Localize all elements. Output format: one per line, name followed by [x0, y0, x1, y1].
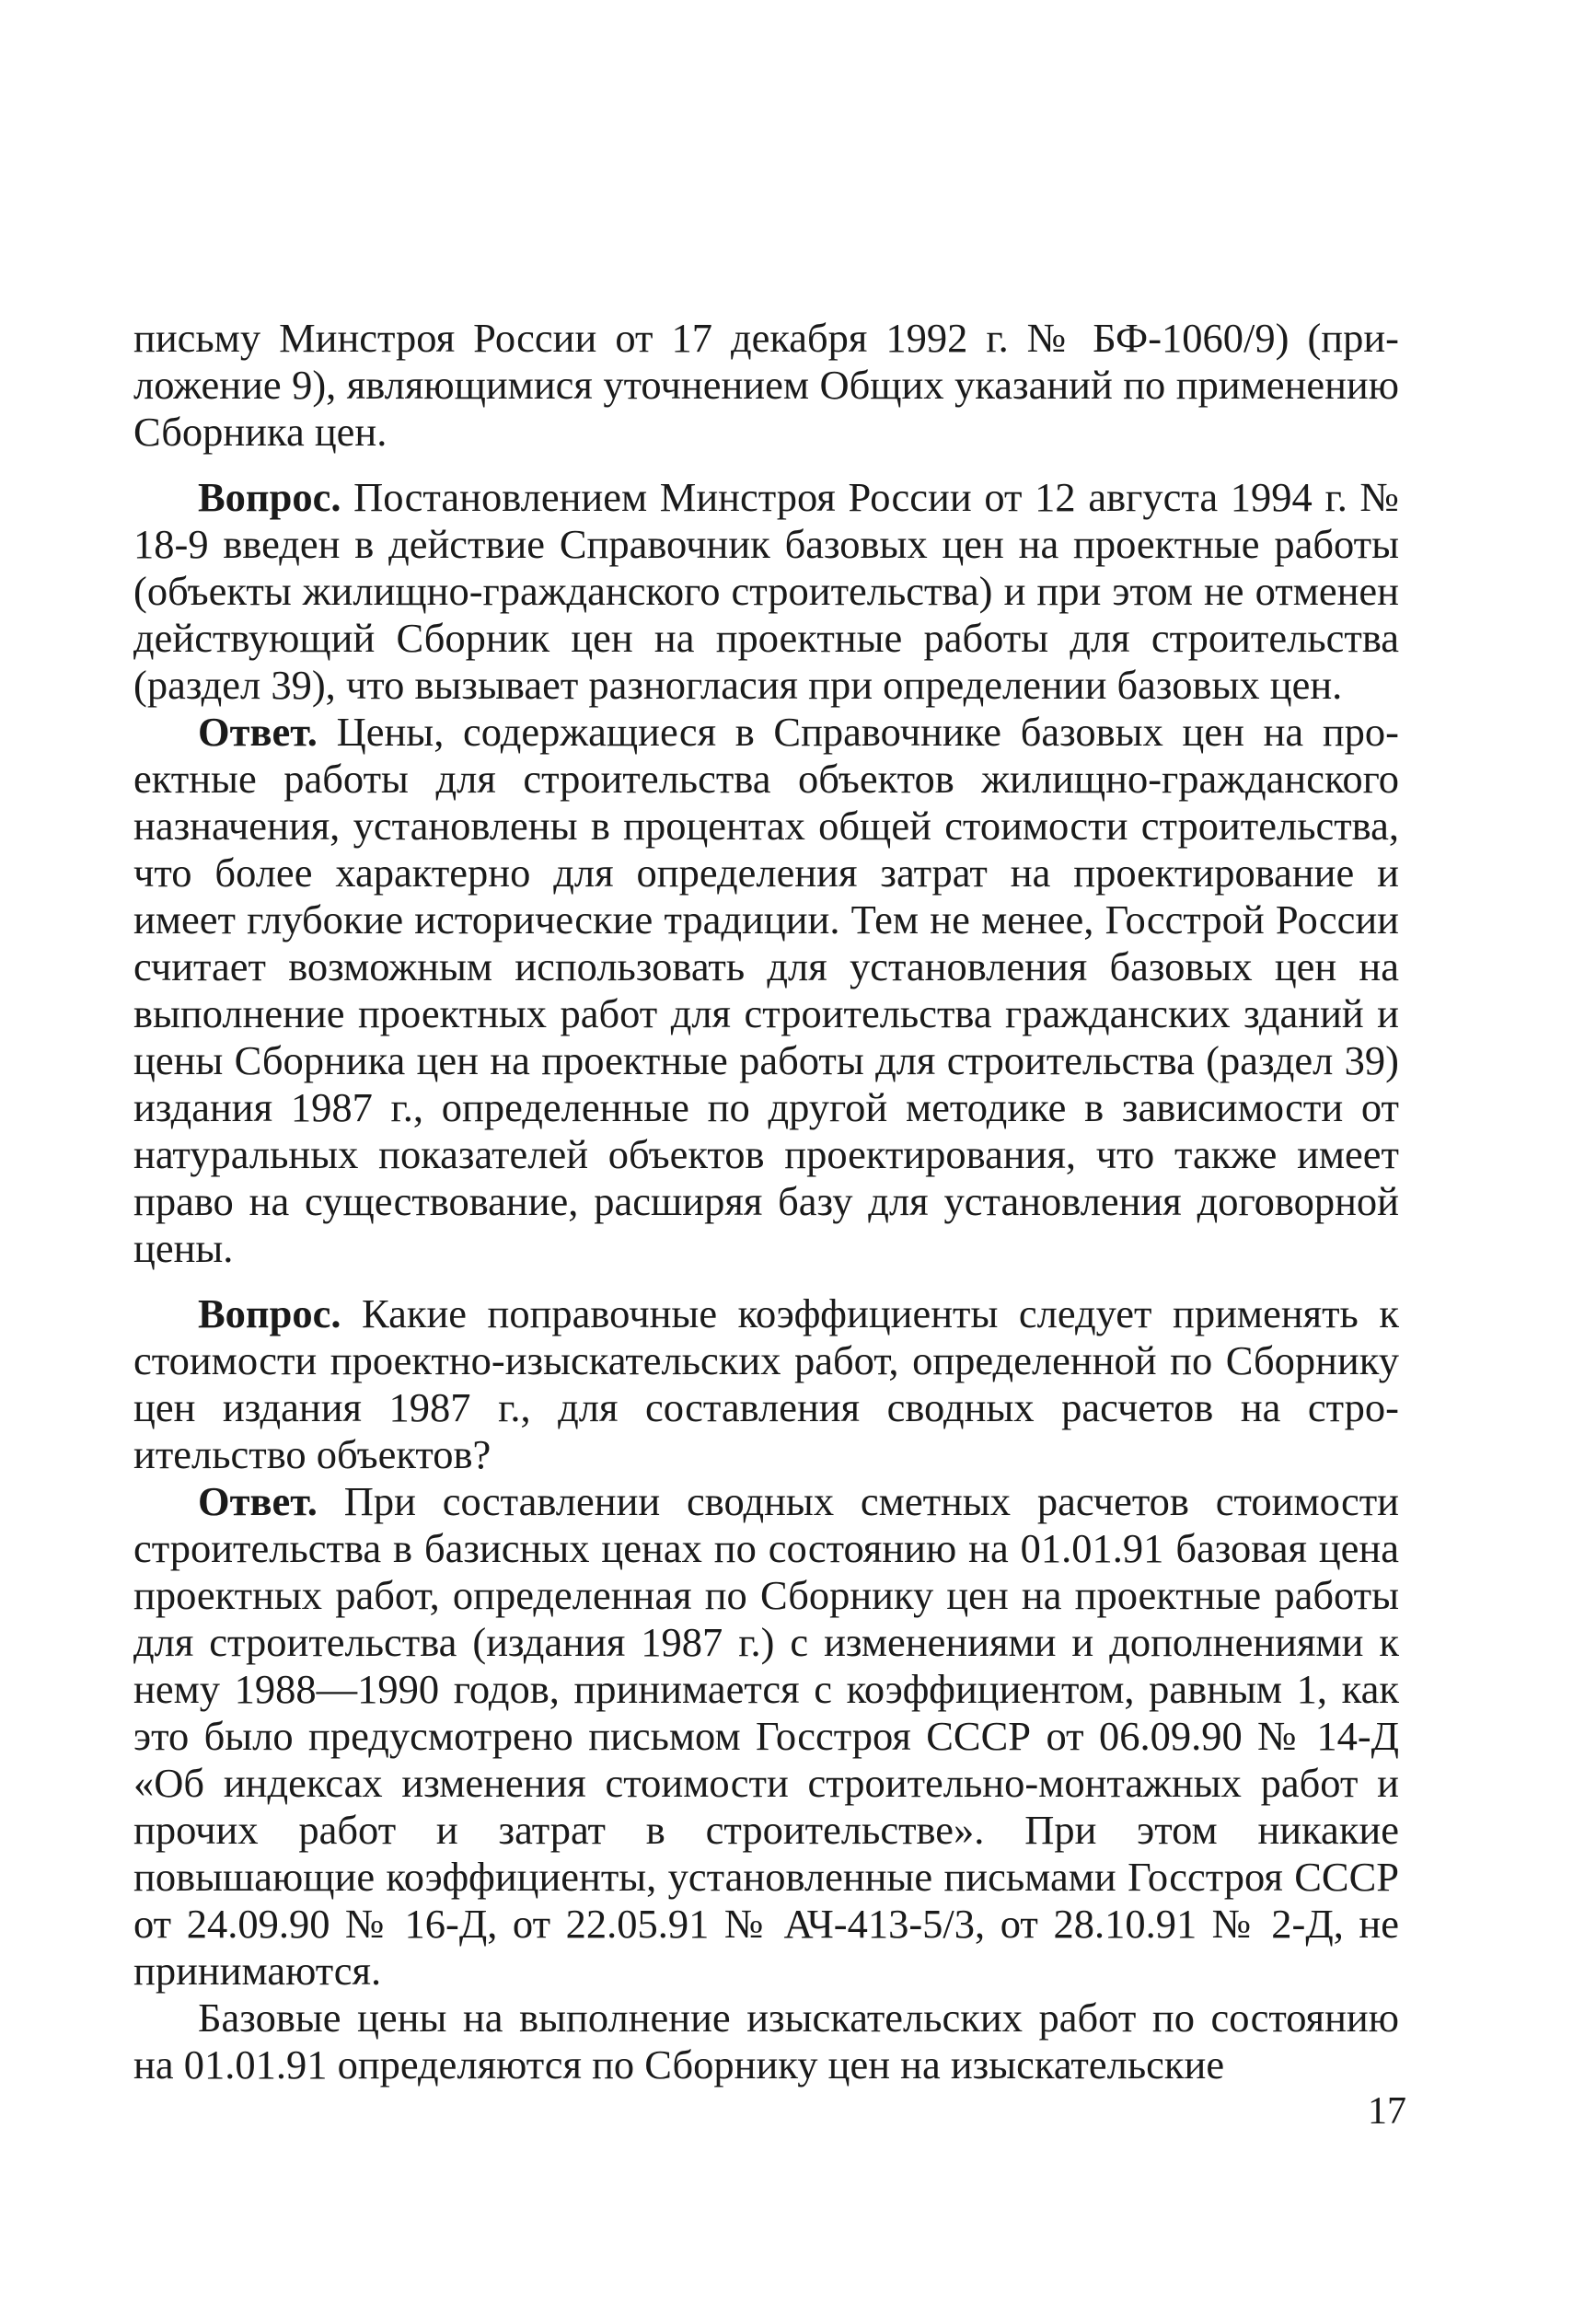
answer-label: Ответ.	[198, 1478, 318, 1524]
paragraph-text: Какие поправочные коэффициенты следует применять к стоимости проектно-изыскательских работ, определенной по Сборнику цен издания 1987 г., для составления сводных расчетов на строительство объектов?	[133, 1290, 1399, 1477]
paragraph-continuation	[133, 315, 1399, 456]
page-number: 17	[1368, 2090, 1406, 2133]
paragraph-question	[133, 474, 1399, 709]
paragraph-answer	[133, 709, 1399, 1272]
answer-label: Ответ.	[198, 709, 318, 755]
question-label: Вопрос.	[198, 1290, 341, 1336]
paragraph-answer	[133, 1478, 1399, 1995]
body-text	[133, 315, 1399, 2088]
paragraph-text: Постановлением Минстроя России от 12 августа 1994 г. № 18-9 введен в действие Справочник базовых цен на проектные работы (объекты жилищно-гражданского строительства) и при этом не отменен действующий Сборник цен на проектные работы для строительства (раздел 39), что вызывает разногласия при определении базовых цен.	[133, 474, 1399, 708]
paragraph-text: Цены, содержащиеся в Справочнике базовых цен на проектные работы для строительства объектов жилищно-гражданского назначения, установлены в процентах общей стоимости строительства, что более характерно для определения затрат на проектирование и имеет глубокие исторические традиции. Тем не менее, Госстрой России считает возможным использовать для установления базовых цен на выполнение проектных работ для строительства гражданских зданий и цены Сборника цен на проектные работы для строительства (раздел 39) издания 1987 г., определенные по другой методике в зависимости от натуральных показателей объектов проектирования, что также имеет право на существование, расширяя базу для установления договорной цены.	[133, 709, 1399, 1271]
paragraph-question	[133, 1290, 1399, 1478]
paragraph-text-block	[133, 1995, 1399, 2088]
paragraph-text: При составлении сводных сметных расчетов стоимости строительства в базисных ценах по состоянию на 01.01.91 базовая цена проектных работ, определенная по Сборнику цен на проектные работы для строительства (издания 1987 г.) с изменениями и дополнениями к нему 1988—1990 годов, принимается с коэффициентом, равным 1, как это было предусмотрено письмом Госстроя СССР от 06.09.90 № 14-Д «Об индексах изменения стоимости строительно-монтажных работ и прочих работ и затрат в строительстве». При этом никакие повышающие коэффициенты, установленные письмами Госстроя СССР от 24.09.90 № 16-Д, от 22.05.91 № АЧ-413-5/3, от 28.10.91 № 2-Д, не принимаются.	[133, 1478, 1399, 1994]
question-label: Вопрос.	[198, 474, 341, 520]
paragraph-text: письму Минстроя России от 17 декабря 1992 г. № БФ-1060/9) (приложение 9), являющимися уточнением Общих указаний по применению Сборника цен.	[133, 315, 1399, 455]
paragraph-text: Базовые цены на выполнение изыскательских работ по состоянию на 01.01.91 определяются по Сборнику цен на изыскательские	[133, 1995, 1399, 2087]
